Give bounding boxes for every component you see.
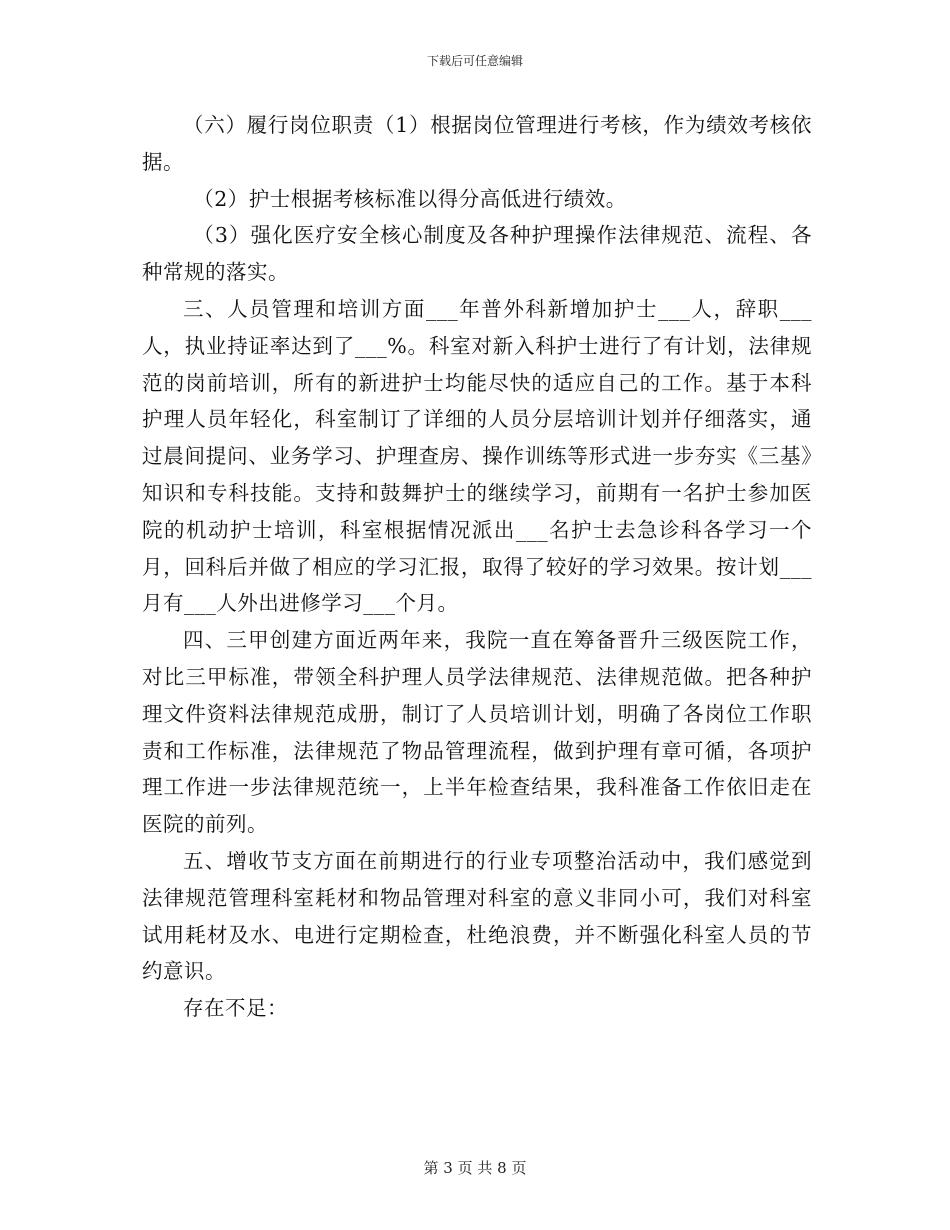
paragraph-cost-saving: 五、增收节支方面在前期进行的行业专项整治活动中，我们感觉到法律规范管理科室耗材和物品管理对科室的意义非同小可，我们对科室试用耗材及水、电进行定期检查，杜绝浪费，并不断强化科室人员的节约意识。 — [142, 848, 812, 984]
paragraph-shortcomings: 存在不足： — [183, 996, 288, 1021]
paragraph-nurse-scoring: （2）护士根据考核标准以得分高低进行绩效。 — [193, 186, 627, 211]
paragraph-staff-training: 三、人员管理和培训方面___年普外科新增加护士___人，辞职___人，执业持证率达到了___%。科室对新入科护士进行了有计划，法律规范的岗前培训，所有的新进护士均能尽快的适应自己的工作。基于本科护理人员年轻化，科室制订了详细的人员分层培训计划并仔细落实，通过晨间提问、业务学习、护理查房、操作训练等形式进一步夯实《三基》知识和专科技能。支持和鼓舞护士的继续学习，前期有一名护士参加医院的机动护士培训，科室根据情况派出___名护士去急诊科各学习一个月，回科后并做了相应的学习汇报，取得了较好的学习效果。按计划___月有___人外出进修学习___个月。 — [142, 296, 812, 616]
paragraph-safety-system: （3）强化医疗安全核心制度及各种护理操作法律规范、流程、各种常规的落实。 — [142, 223, 812, 285]
paragraph-duty-performance: （六）履行岗位职责（1）根据岗位管理进行考核，作为绩效考核依据。 — [142, 113, 812, 174]
paragraph-tertiary-hospital: 四、三甲创建方面近两年来，我院一直在筹备晋升三级医院工作，对比三甲标准，带领全科护理人员学法律规范、法律规范做。把各种护理文件资料法律规范成册，制订了人员培训计划，明确了各岗位工作职责和工作标准，法律规范了物品管理流程，做到护理有章可循，各项护理工作进一步法律规范统一，上半年检查结果，我科准备工作依旧走在医院的前列。 — [142, 628, 812, 837]
page-footer-number: 第 3 页 共 8 页 — [423, 1159, 527, 1177]
document-body — [142, 107, 812, 1027]
page-header-note: 下载后可任意编辑 — [426, 54, 523, 68]
